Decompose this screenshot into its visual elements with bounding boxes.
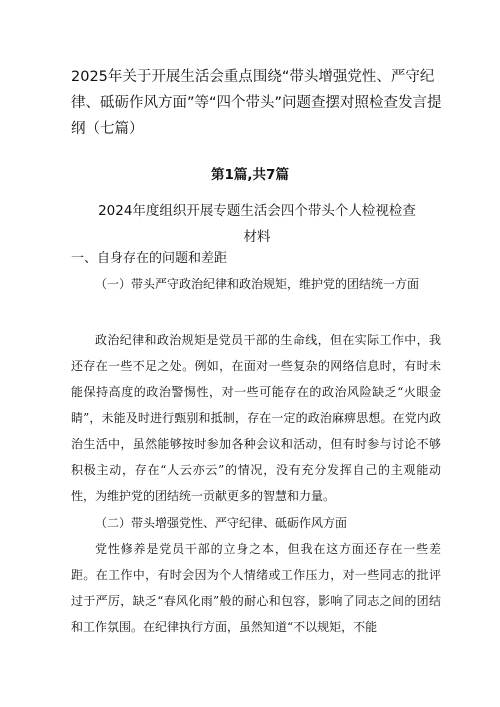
subheading-party-spirit: （二）带头增强党性、严守纪律、砥砺作风方面 xyxy=(95,516,348,530)
paragraph-party-spirit: 党性修养是党员干部的立身之本，但我在这方面还存在一些差距。在工作中，有时会因为个人情绪或工作压力，对一些同志的批评过于严厉，缺乏“春风化雨”般的耐心和包容，影响了同志之间的团结和工作氛围。在纪律执行方面，虽然知道“不以规矩，不能 xyxy=(71,542,441,634)
section-number: 第1篇,共7篇 xyxy=(211,167,289,183)
section-title: 2024年度组织开展专题生活会四个带头个人检视检查材料 xyxy=(98,203,416,245)
paragraph-political-discipline: 政治纪律和政治规矩是党员干部的生命线，但在实际工作中，我还存在一些不足之处。例如，在面对一些复杂的网络信息时，有时未能保持高度的政治警惕性，对一些可能存在的政治风险缺乏“火眼金睛”，未能及时进行甄别和抵制，存在一定的政治麻痹思想。在党内政治生活中，虽然能够按时参加各种会议和活动，但有时参与讨论不够积极主动，存在“人云亦云”的情况，没有充分发挥自己的主观能动性，为维护党的团结统一贡献更多的智慧和力量。 xyxy=(71,333,441,503)
subheading-political-discipline: （一）带头严守政治纪律和政治规矩，维护党的团结统一方面 xyxy=(95,277,420,291)
heading-problems: 一、自身存在的问题和差距 xyxy=(71,251,228,266)
document-title: 2025年关于开展生活会重点围绕“带头增强党性、严守纪律、砥砺作风方面”等“四个带头”问题查摆对照检查发言提纲（七篇） xyxy=(71,69,442,137)
